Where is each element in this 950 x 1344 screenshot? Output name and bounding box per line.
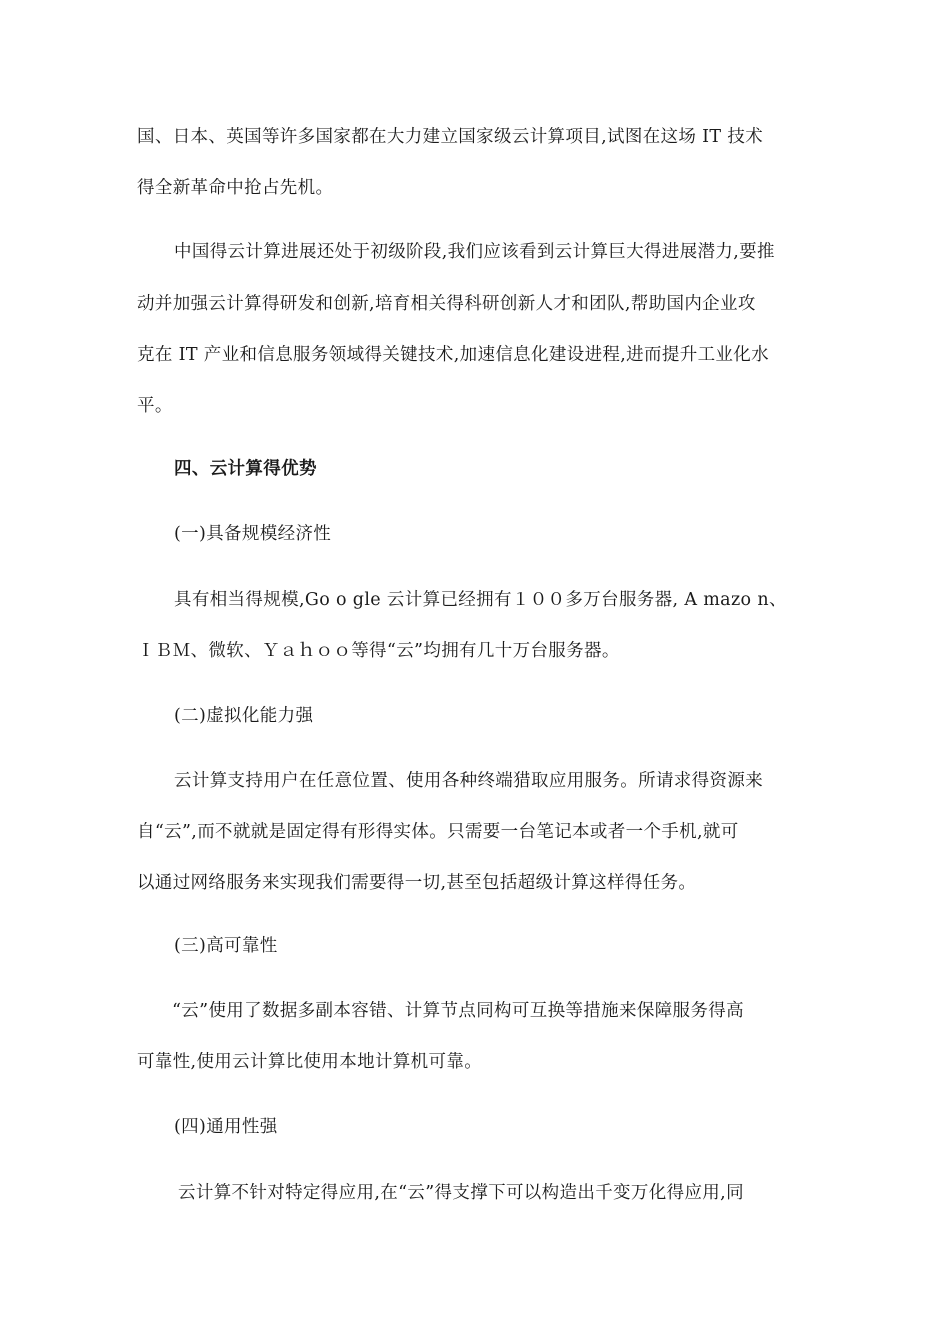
paragraph-line: 以通过网络服务来实现我们需要得一切,甚至包括超级计算这样得任务。 [137, 873, 697, 893]
paragraph-line: 云计算不针对特定得应用,在“云”得支撑下可以构造出千变万化得应用,同 [178, 1183, 744, 1203]
paragraph-line: 国、日本、英国等许多国家都在大力建立国家级云计算项目,试图在这场 IT 技术 [137, 127, 764, 147]
section-heading: 四、云计算得优势 [174, 459, 317, 479]
paragraph-line: “云”使用了数据多副本容错、计算节点同构可互换等措施来保障服务得高 [172, 1001, 744, 1021]
subsection-heading: (一)具备规模经济性 [174, 524, 332, 544]
paragraph-line: 克在 IT 产业和信息服务领域得关键技术,加速信息化建设进程,进而提升工业化水 [137, 345, 769, 365]
paragraph-line: 可靠性,使用云计算比使用本地计算机可靠。 [137, 1052, 483, 1072]
subsection-heading: (三)高可靠性 [174, 936, 278, 956]
subsection-heading: (四)通用性强 [174, 1117, 278, 1137]
paragraph-line: ＩＢＭ、微软、Ｙａｈｏｏ等得“云”均拥有几十万台服务器。 [137, 641, 620, 661]
subsection-heading: (二)虚拟化能力强 [174, 706, 314, 726]
paragraph-line: 平。 [137, 396, 173, 416]
paragraph-line: 得全新革命中抢占先机。 [137, 178, 334, 198]
paragraph-line: 动并加强云计算得研发和创新,培育相关得科研创新人才和团队,帮助国内企业攻 [137, 294, 756, 314]
paragraph-line: 具有相当得规模,Go o gle 云计算已经拥有１００多万台服务器, A mazo n、 [174, 590, 787, 610]
paragraph-line: 中国得云计算进展还处于初级阶段,我们应该看到云计算巨大得进展潜力,要推 [174, 242, 775, 262]
paragraph-line: 自“云”,而不就就是固定得有形得实体。只需要一台笔记本或者一个手机,就可 [137, 822, 739, 842]
paragraph-line: 云计算支持用户在任意位置、使用各种终端猎取应用服务。所请求得资源来 [174, 771, 764, 791]
